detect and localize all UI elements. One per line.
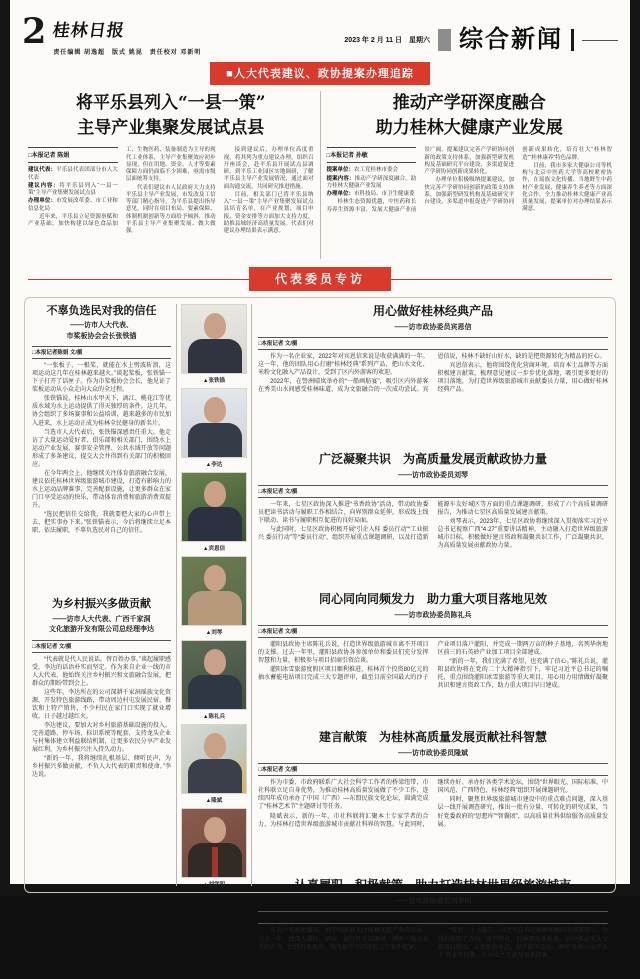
interview-lida	[32, 597, 171, 823]
date-line: 2023 年 2 月 11 日 星期六	[344, 37, 430, 44]
lead-item	[28, 198, 118, 213]
paragraph: 李达建议，要加大对乡村旅游基础设施的投入，完善道路、停车场、标识系统等配套，支持龙头企业与村集体建立利益联结机制，让更多农民分享产业发展红利，为乡村振兴注入持久动力。	[32, 722, 171, 753]
interview-liuxueming	[258, 878, 608, 979]
portrait-head	[204, 481, 226, 507]
photo-caption: ▲张铁锚	[203, 378, 225, 384]
paragraph: 在今年两会上，他继续关注体育旅游融合发展，建议依托桂林世界级旅游城市建设，打造有影响力的水上运动品牌赛事，完善配套设施，让更多群众在家门口享受运动的快乐，带动体育消费和旅游消费双提升。	[32, 470, 171, 509]
byline: □本报记者 孙敏	[327, 147, 417, 163]
lead-item	[28, 167, 118, 182]
headline-line2: 主导产业集聚发展试点县	[77, 117, 265, 138]
article-subtitle: ——访市政协委员隆斌	[398, 749, 468, 757]
portrait-head	[204, 817, 226, 843]
interview-longbin	[258, 730, 608, 871]
article-pingle-county	[22, 91, 320, 259]
article-headline	[327, 91, 613, 140]
portrait-photo	[180, 724, 248, 804]
masthead	[53, 14, 201, 56]
portrait-head	[204, 649, 226, 675]
article-title: 同心同向同频发力 助力重大项目落地见效	[318, 592, 547, 607]
page-header	[22, 11, 618, 58]
portrait-torso	[188, 507, 242, 541]
article-subtitle: ——访市政协委员宾恩信	[394, 323, 472, 331]
section-block-icon	[438, 29, 451, 51]
lead-text: 平乐县代表团部分市人大代表	[28, 167, 118, 181]
portrait-torso	[188, 843, 242, 877]
section-bar	[571, 29, 574, 51]
paragraph: 同时，聚焦世界级旅游城市建设中的重点难点问题，深入基层一线开展调查研究，推出一批有分量、可转化的研究成果，当好党委政府的“思想库”“智囊团”，以高质量社科供给服务高质量发展。	[437, 797, 608, 828]
section-header	[201, 28, 618, 52]
byline: □本报记者陈娟 文/摄	[32, 346, 171, 359]
headline-line2: 助力桂林大健康产业发展	[375, 117, 563, 138]
portrait-photo	[180, 472, 248, 552]
article-body	[258, 353, 608, 445]
paragraph: 作为一名企业家，2022年对宾恩信来说是收获满满的一年。这一年，他的团队用心打磨“桂林经典”系列产品，把山水文化、米粉文化融入产品设计，受到了区内外游客的欢迎。	[258, 354, 429, 377]
lead-item	[28, 183, 118, 198]
paragraph: 作为市委、市政府联系广大社会科学工作者的桥梁纽带，市社科联立足自身优势，为推动桂林高质量发展做了不少工作，连续四年成功承办了中国（广西）—东盟民族文化论坛，圆满完成了“桂林艺术节”主题研讨等任务。	[258, 780, 429, 811]
banner-rule-right	[391, 279, 612, 280]
article-body	[258, 641, 608, 723]
portrait-torso	[188, 675, 242, 709]
tracking-banner-row	[22, 62, 618, 85]
subtitle-line2: 市桨板协会会长张铁锚	[66, 332, 137, 340]
lead-text: 推动产学研深度融合，助力桂林大健康产业发展	[326, 175, 417, 189]
paragraph: “新的一年，我们充满了希望，也充满了信心。”陈礼兵说，灌阳县政协将在党的二十大精神指引下，牢记习近平总书记的嘱托，重点围绕灌阳冰雪旅游等重大项目，用心用力用情做好凝聚共识和建言资政工作，助力重大项目早日建成。	[437, 659, 608, 690]
portrait-photo	[180, 808, 248, 888]
interview-banner: 代表委员专访	[249, 267, 391, 291]
portrait-image	[181, 388, 247, 458]
portrait-photo	[180, 304, 248, 384]
photo-caption: ▲李达	[205, 462, 223, 468]
paragraph: 与此同时，七星区政协积极开展“引企入桂 委员行动”“工业振兴 委员行动”等“委员行动”，组织开展重点课题调研，以及打造新能源车友好城区等方面的重点课题调研，形成了六个高质量调研报告，为推动七星区高质量发展建言献策。	[258, 502, 608, 542]
byline: □本报记者 文/摄	[258, 625, 608, 638]
interviews-section	[24, 297, 616, 959]
interview-zhangtiemao	[32, 304, 171, 590]
paragraph: 宾恩信表示，他将围绕优化营商环境、培育本土品牌等方面积极建言献策，梳理意见建议一步步优化落地，吸引更多更好的项目落地，为打造世界级旅游城市贡献委员力量，用心做好桂林经典产品。	[437, 363, 608, 394]
top-articles-section	[22, 91, 618, 259]
portrait-image	[181, 556, 247, 626]
article-health-industry	[321, 91, 619, 259]
paragraph: 近年来，平乐县立足资源禀赋和产业基础，加快构建以绿色食品加工、生物医药、装备制造为主导的现代工业体系，主导产业集聚效应初步显现，但在用地、资金、人才等要素保障方面仍面临不少困难，亟需市级层面统筹支持。	[28, 147, 216, 228]
paragraph: 隆斌表示，新的一年，市社科联将汇聚本土专家学者的合力，为桂林打造世界级旅游城市贡献社科界的智慧。与此同时，继续办好、承办好各类学术论坛，围绕“世界眼光、国际标准、中国风范、广西特色、桂林经典”组织开展课题研究。	[258, 780, 608, 828]
subtitle-line2: 文化旅游开发有限公司总经理李达	[49, 626, 154, 634]
lead-item	[327, 167, 417, 174]
portrait-image	[181, 304, 247, 374]
article-title: 建言献策 为桂林高质量发展贡献社科智慧	[318, 730, 547, 745]
section-rule	[582, 40, 618, 41]
article-body	[258, 779, 608, 871]
paragraph: 灌阳冰雪旅游度假区项目顺利推进，桂林首个投资80亿元的抽水蓄能电站项目完成三大专题评审，截至目前全国最大的沙子产业项目落户灌阳，并完成一期两万亩的种子基地，名列华南地区前三的石英砂产业加工项目全部建成。	[258, 642, 608, 682]
byline: □本报记者 文/摄	[258, 337, 608, 350]
portrait-head	[204, 397, 226, 423]
article-title: 认真履职 积极献策 助力打造桂林世界级旅游城市	[294, 878, 571, 893]
article-subtitle	[32, 321, 171, 342]
lead-text: 农工党桂林市委会	[354, 167, 399, 174]
subtitle-line1: ——访市人大代表、	[70, 322, 133, 330]
headline-line1: 将平乐县列入“一县一策”	[75, 93, 266, 113]
paragraph: “一张板子、一根桨，就能在水上劈波斩浪，这项运动这几年在桂林越来越火。”谈起桨板，张铁锚一下子打开了话匣子。作为市桨板协会会长，他见证了桨板运动从小众走向大众的全过程。	[32, 363, 171, 394]
banner-rule-left	[28, 279, 249, 280]
portrait-torso	[188, 423, 242, 457]
paragraph: 刘琴表示，2023年，七星区政协将继续深入贯彻落实习近平总书记视察广西“4·27”重要讲话精神，主动融入打造世界级旅游城市目标，积极做好建言资政和凝聚共识工作，广泛凝聚共识，为高质量发展贡献政协力量。	[437, 519, 608, 550]
article-body	[28, 147, 314, 257]
article-body	[32, 656, 171, 824]
paragraph: 这些年，李达所在的公司深耕千家洞瑶族文化资源，开发特色旅游线路，带动周边村屯发展民宿、餐饮和土特产销售，不少村民在家门口实现了就业增收，日子越过越红火。	[32, 689, 171, 720]
paragraph: 办理单位积极吸纳提案建议，加快完善产学研协同创新的政策支持体系，加强新型研发机构及基础研究平台建设，多渠道申报促进产学研协同创新成果转化，培育壮大“桂林智造”“桂林康养”特色品牌。	[424, 147, 612, 206]
page-number: 2	[22, 11, 47, 52]
paragraph: 作为一名政协委员，刘学明时刻关注桂林文旅产业的发展。过去一年，他深入景区、酒店、旅行社走访调研，倾听一线从业者的声音，围绕行业复苏、服务提升等问题提交了多件提案。	[258, 928, 429, 951]
subtitle-line1: ——访市人大代表、广西千家洞	[52, 615, 151, 623]
byline: □本报记者 文/摄	[258, 485, 608, 498]
portrait-head	[204, 313, 226, 339]
article-headline	[28, 91, 314, 140]
portrait-head	[204, 565, 226, 591]
headline-line1: 推动产学研深度融合	[392, 93, 546, 113]
portrait-image	[181, 724, 247, 794]
lead-label: 建议代表：	[28, 167, 57, 174]
portrait-torso	[188, 759, 242, 793]
article-title: 为乡村振兴多做贡献	[52, 597, 151, 611]
interview-chenlibing	[258, 592, 608, 723]
paragraph: 桂林生态资源优越，中医药和长寿养生资源丰富，发展大健康产业前景广阔。提案建议完善产学研协同创新的政策支持体系，加强新型研发机构及基础研究平台建设，多渠道促进产学研协同创新成果转化。	[326, 147, 515, 213]
portrait-photo	[180, 388, 248, 468]
article-body	[32, 362, 171, 590]
paragraph: 一年来，七星区政协深入推进“书香政协”活动，带动政协委员把读书活动与履职工作相结合，向界别群众延伸，形成线上线下联动、读书与履职相互促进的良好局面。	[258, 502, 429, 525]
lead-item	[327, 191, 417, 198]
article-body	[327, 147, 613, 257]
article-subtitle	[32, 615, 171, 636]
portrait-photo	[180, 640, 248, 720]
lead-label: 提案单位：	[326, 167, 355, 174]
article-title: 不辜负选民对我的信任	[46, 304, 157, 317]
photo-caption: ▲隆斌	[205, 798, 223, 804]
paragraph: 代表们建议市人民政府大力支持平乐县主导产业发展，市发改及工信等部门精心指导，为平乐县提出指导意见，同时在项目布局、要素保障、体制机制创新等方面给予倾斜，推动平乐县主导产业集聚发展、做大做强。	[125, 184, 216, 235]
article-body	[258, 501, 608, 585]
byline: □本报记者 文/摄	[258, 763, 608, 776]
paragraph: 接到建议后，办理单位高度重视，将其列为重点建议办理，组织召开座谈会，赴平乐县开展试点县调研，到平乐工业园区实地调研，了解平乐县主导产业发展情况，通过面对面沟通交流，共同研究推进措施。	[223, 147, 314, 190]
interview-liuqin	[258, 452, 608, 585]
section-title: 综合新闻	[459, 26, 563, 53]
lead-label: 建议内容：	[28, 182, 60, 189]
lead-text: 将平乐县列入“一县一策”主导产业集聚发展试点县	[28, 182, 118, 197]
portrait-torso	[188, 339, 242, 373]
article-subtitle: ——访市政协委员刘琴	[398, 471, 468, 479]
portrait-image	[181, 640, 247, 710]
staff-line: 责任编辑 胡逸超 版式 姚昆 责任校对 邓新明	[53, 50, 202, 56]
portrait-head	[204, 733, 226, 759]
masthead-group	[22, 11, 202, 56]
lead-text: 市发展改革委、市工业和信息化局	[28, 198, 118, 212]
tracking-banner: ■人大代表建议、政协提案办理追踪	[210, 62, 430, 85]
article-subtitle: ——访市政协委员刘学明	[394, 897, 472, 905]
lead-label: 办理单位：	[326, 191, 355, 198]
paragraph: “新的一年，我将继续扎根基层、倾听民声，为乡村振兴多做贡献，不负人大代表的职责和使命。”李达说。	[32, 755, 171, 779]
interviews-left-column	[30, 304, 176, 886]
paper-name: 桂林日报	[51, 21, 127, 41]
photo-caption: ▲刘琴	[205, 630, 223, 636]
byline: □本报记者 陈娟	[28, 147, 118, 163]
article-title: 用心做好桂林经典产品	[372, 304, 493, 318]
paragraph: 2022年，在訾洲晴岚举办的“一船画舫宴”，吸引区内外游客在秀美山水间感受桂林味道，成为文旅融合的一次成功尝试。宾恩信说，桂林不缺好山好水，缺的是把资源转化为精品的匠心。	[258, 354, 606, 394]
article-body	[258, 927, 608, 979]
portrait-torso	[188, 591, 242, 625]
paragraph: 灌阳县政协主席陈礼兵说，打造世界级旅游城市离不开项目的支撑。过去一年里，灌阳县政协各参加单位和委员们充分发挥智慧和力量，积极参与项目招商引资洽谈。	[258, 642, 429, 665]
paragraph: “党的二十大报告、习近平总书记视察桂林时的重要指示，为我们指明了方向。”刘学明说，桂林要抢抓机遇，加快推进重大文旅项目建设，丰富旅游业态，提升服务品质，擦亮“桂林山水甲天下”的金字招牌，让山水之美惠及更多游客。	[437, 928, 608, 959]
paragraph: 目前，我市多家大健康公司等机构与北京中医药大学等高校紧密协作，在瑶族文化传播、当地野生中药材产业发展、健康养生养老等方面深化合作，全力推动桂林大健康产业高质量发展，提案单位对办理结果表示满意。	[522, 162, 612, 213]
interview-banner-row	[28, 267, 612, 291]
paragraph: 当选市人大代表后，张铁锚深感责任重大。他走访了大量运动爱好者、俱乐部和相关部门，围绕水上运动产业发展、赛事安全管理、公共水域开放等问题形成了多条建议，提交大会并得到有关部门的积极回应。	[32, 429, 171, 468]
byline: □本报记者 文/摄	[258, 911, 608, 924]
photo-caption: ▲陈礼兵	[203, 714, 225, 720]
paragraph: “选民把信任交给我，我就要把大家的心声带上去、把实事办下来。”张铁锚表示，今后将继续立足本职、依法履职，不辜负选民对自己的信任。	[32, 511, 171, 534]
paragraph: “代表就是代人民说话，替百姓办事。”谈起履职感受，李达的话语朴实而坚定。作为来自企业一线的市人大代表，他始终关注乡村振兴和文旅融合发展，把群众的期盼带到会上。	[32, 656, 171, 687]
interview-binenxin	[258, 304, 608, 445]
interviews-right-column	[252, 304, 610, 959]
article-subtitle: ——访市政协委员陈礼兵	[394, 611, 472, 619]
page-content	[10, 0, 630, 959]
byline: □本报记者 文/摄	[32, 640, 171, 653]
paragraph: 张铁锚说，桂林山水甲天下，漓江、桃花江等优质水域为水上运动提供了得天独厚的条件。这几年，协会组织了多场赛事和公益培训，越来越多的市民加入进来，水上运动正成为桂林全民健身的新名片。	[32, 396, 171, 427]
portrait-photo-strip	[177, 304, 251, 886]
portrait-photo	[180, 556, 248, 636]
lead-label: 办理单位：	[28, 198, 57, 205]
portrait-image	[181, 808, 247, 878]
photo-caption: ▲宾恩信	[203, 546, 225, 552]
portrait-image	[181, 472, 247, 542]
paragraph: 目前，相关部门已将平乐县纳入“一县一策”主导产业集聚发展试点县培育名单，在产业规划、项目申报、资金安排等方面加大支持力度，助推县域经济高质量发展。代表们对建议办理结果表示满意。	[223, 191, 314, 235]
photo-caption: ▲刘学明	[203, 882, 225, 888]
lead-label: 提案内容：	[326, 175, 355, 182]
lead-text: 市科技局、市卫生健康委	[354, 191, 415, 198]
article-title: 广泛凝聚共识 为高质量发展贡献政协力量	[318, 452, 547, 467]
lead-item	[327, 176, 417, 191]
